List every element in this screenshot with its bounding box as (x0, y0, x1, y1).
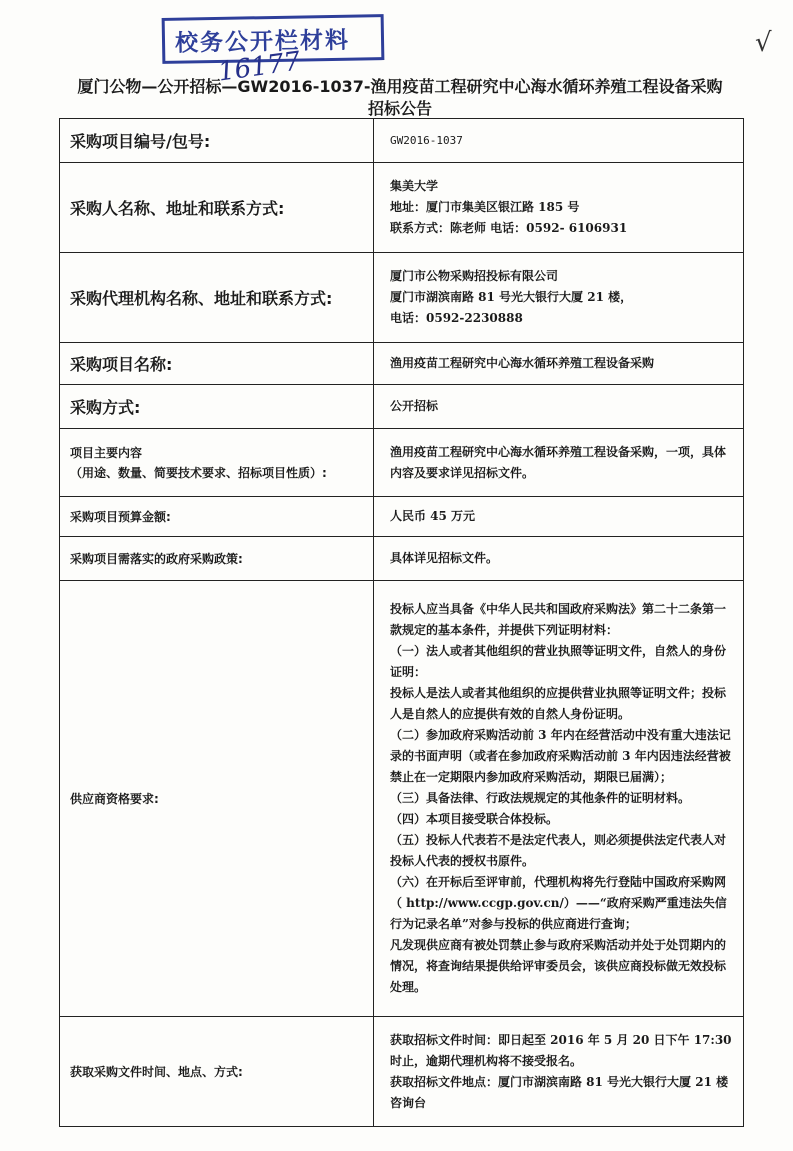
row-method (60, 385, 744, 429)
value-content: 渔用疫苗工程研究中心海水循环养殖工程设备采购，一项，具体内容及要求详见招标文件。 (374, 429, 744, 497)
label-content (60, 429, 374, 497)
label-policy: 采购项目需落实的政府采购政策: (60, 537, 374, 581)
label-project-name: 采购项目名称: (60, 343, 374, 385)
purchaser-name: 集美大学 (390, 179, 439, 193)
value-project-no (374, 119, 744, 163)
row-policy (60, 537, 744, 581)
label-project-no: 采购项目编号/包号: (60, 119, 374, 163)
qual-para: （五）投标人代表若不是法定代表人，则必须提供法定代表人对投标人代表的授权书原件。 (390, 833, 727, 868)
label-qualification: 供应商资格要求: (60, 581, 374, 1017)
value-qualification (374, 581, 744, 1017)
qual-para: （一）法人或者其他组织的营业执照等证明文件，自然人的身份证明： (390, 644, 727, 679)
label-purchaser: 采购人名称、地址和联系方式: (60, 163, 374, 253)
value-budget: 人民币 45 万元 (374, 497, 744, 537)
value-agency (374, 253, 744, 343)
label-method: 采购方式: (60, 385, 374, 429)
content-label-1: 项目主要内容 (70, 445, 143, 460)
value-method: 公开招标 (374, 385, 744, 429)
check-mark: √ (755, 28, 772, 58)
agency-name: 厦门市公物采购招投标有限公司 (390, 269, 559, 283)
value-obtain (374, 1017, 744, 1127)
row-budget (60, 497, 744, 537)
row-purchaser (60, 163, 744, 253)
label-obtain: 获取采购文件时间、地点、方式: (60, 1017, 374, 1127)
qual-para: 投标人应当具备《中华人民共和国政府采购法》第二十二条第一款规定的基本条件，并提供下列证明材料： (390, 602, 727, 637)
content-label-2: （用途、数量、简要技术要求、招标项目性质）: (70, 465, 327, 480)
qual-para: （二）参加政府采购活动前 3 年内在经营活动中没有重大违法记录的书面声明（或者在参加政府采购活动前 3 年内因违法经营被禁止在一定期限内参加政府采购活动，期限已届满）； (390, 728, 731, 784)
label-agency: 采购代理机构名称、地址和联系方式: (60, 253, 374, 343)
label-budget: 采购项目预算金额: (60, 497, 374, 537)
row-obtain (60, 1017, 744, 1127)
stamp: 校务公开栏材料 (162, 14, 385, 64)
row-project-name (60, 343, 744, 385)
row-content (60, 429, 744, 497)
agency-phone: 电话：0592-2230888 (390, 311, 523, 325)
qual-para: （六）在开标后至评审前，代理机构将先行登陆中国政府采购网（ http://www.ccgp.gov.cn/）——“政府采购严重违法失信行为记录名单”对参与投标的供应商进行查询； (390, 875, 727, 931)
title-line-2: 招标公告 (367, 99, 432, 118)
row-qualification (60, 581, 744, 1017)
obtain-time: 获取招标文件时间：即日起至 2016 年 5 月 20 日下午 17:30 时止，逾期代理机构将不接受报名。 (390, 1032, 732, 1068)
handwritten-number: 16177 (216, 46, 303, 88)
value-policy: 具体详见招标文件。 (374, 537, 744, 581)
project-no: GW2016-1037 (390, 134, 463, 147)
page-title (40, 76, 760, 120)
row-agency (60, 253, 744, 343)
title-line-1: 厦门公物—公开招标—GW2016-1037-渔用疫苗工程研究中心海水循环养殖工程设备采购 (77, 77, 723, 96)
value-purchaser (374, 163, 744, 253)
purchaser-contact: 联系方式：陈老师 电话：0592- 6106931 (390, 221, 628, 235)
qual-para: 投标人是法人或者其他组织的应提供营业执照等证明文件；投标人是自然人的应提供有效的自然人身份证明。 (390, 686, 727, 721)
purchaser-address: 地址：厦门市集美区银江路 185 号 (390, 200, 580, 214)
row-project-no (60, 119, 744, 163)
agency-address: 厦门市湖滨南路 81 号光大银行大厦 21 楼， (390, 290, 633, 304)
obtain-place: 获取招标文件地点：厦门市湖滨南路 81 号光大银行大厦 21 楼咨询台 (390, 1074, 729, 1110)
value-project-name: 渔用疫苗工程研究中心海水循环养殖工程设备采购 (374, 343, 744, 385)
announcement-table (59, 118, 744, 1127)
qual-para: （四）本项目接受联合体投标。 (390, 812, 559, 826)
qual-para: 凡发现供应商有被处罚禁止参与政府采购活动并处于处罚期内的情况，将查询结果提供给评审委员会，该供应商投标做无效投标处理。 (390, 938, 727, 994)
qual-para: （三）具备法律、行政法规规定的其他条件的证明材料。 (390, 791, 691, 805)
